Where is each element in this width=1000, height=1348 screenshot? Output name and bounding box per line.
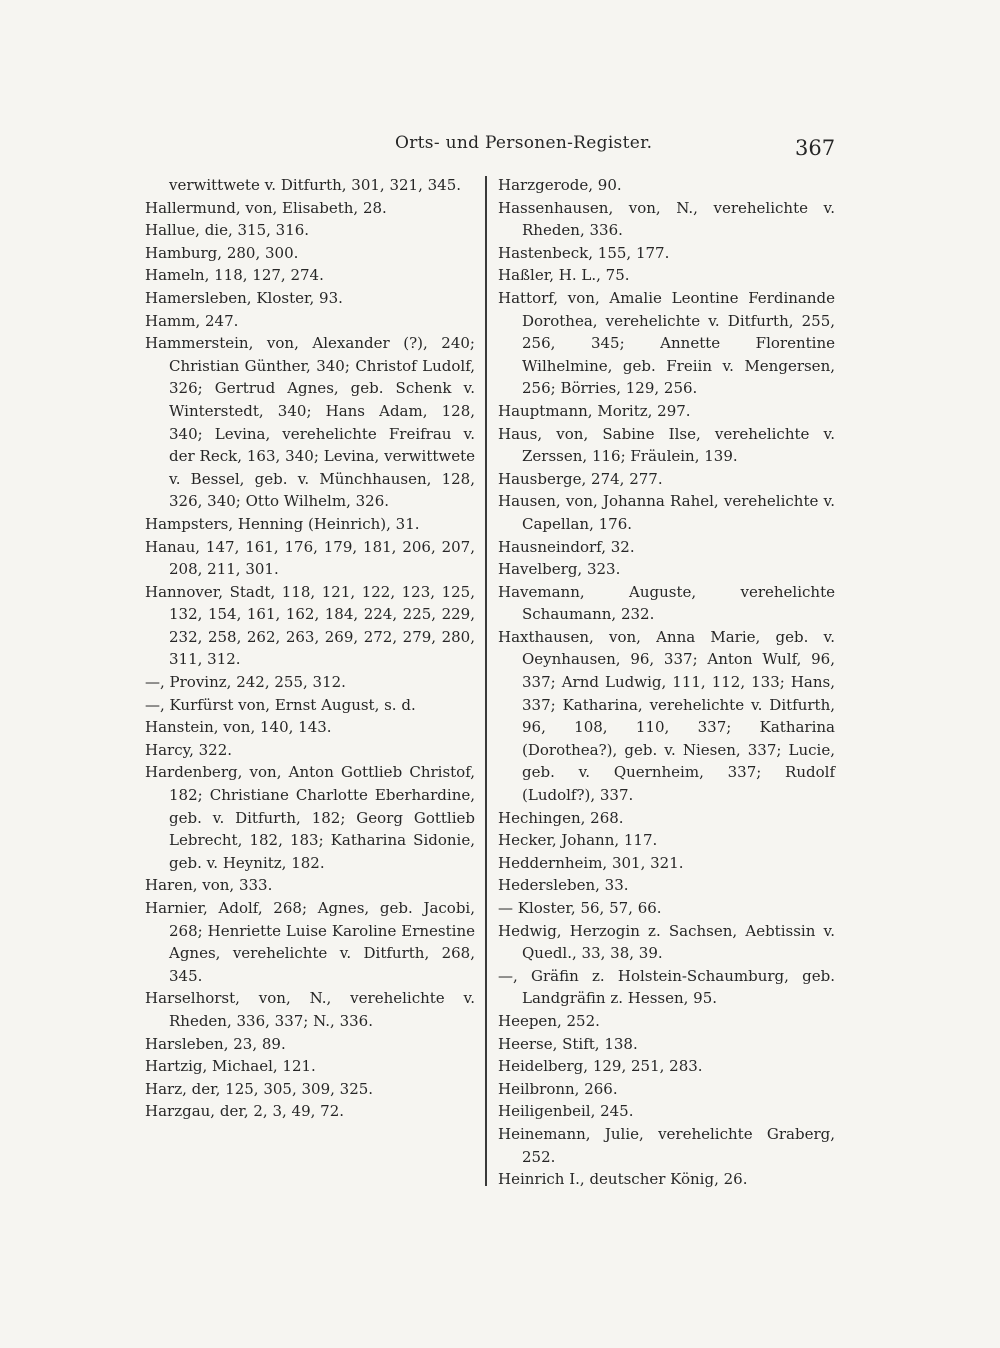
index-entry: Hausen, von, Johanna Rahel, verehelichte v. Capellan, 176.	[498, 492, 835, 533]
index-entry: Hameln, 118, 127, 274.	[145, 266, 324, 285]
index-entry: Heepen, 252.	[498, 1011, 600, 1030]
index-entry: Hammerstein, von, Alexander (?), 240; Christian Günther, 340; Christof Ludolf, 326; Gertrud Agnes, geb. Schenk v. Winterstedt, 340; Hans Adam, 128, 340; Levina, verehelichte Freifrau v. der Reck, 163, 340; Levina, verwittwete v. Bessel, geb. v. Münchhausen, 128, 326, 340; Otto Wilhelm, 326.	[145, 334, 475, 511]
index-entry: Havemann, Auguste, verehelichte Schaumann, 232.	[498, 582, 835, 624]
index-entry: Hanstein, von, 140, 143.	[145, 718, 332, 737]
column-divider	[485, 176, 487, 1186]
index-entry: Hastenbeck, 155, 177.	[498, 243, 670, 262]
index-entry: Hedwig, Herzogin z. Sachsen, Aebtissin v. Quedl., 33, 38, 39.	[498, 921, 835, 963]
index-entry: Heidelberg, 129, 251, 283.	[498, 1057, 703, 1076]
index-entry: —, Kurfürst von, Ernst August, s. d.	[145, 695, 416, 714]
index-entry: Havelberg, 323.	[498, 560, 621, 579]
index-entry: Hampsters, Henning (Heinrich), 31.	[145, 514, 420, 533]
index-entry: Harz, der, 125, 305, 309, 325.	[145, 1079, 374, 1098]
index-entry: Hamburg, 280, 300.	[145, 243, 299, 262]
index-entry: Haren, von, 333.	[145, 876, 273, 895]
index-entry: —, Provinz, 242, 255, 312.	[145, 673, 346, 692]
index-entry: Haxthausen, von, Anna Marie, geb. v. Oeynhausen, 96, 337; Anton Wulf, 96, 337; Arnd Ludwig, 111, 112, 133; Hans, 337; Katharina, verehelichte v. Ditfurth, 96, 108, 110, 337; Katharina (Dorothea?), geb. v. Niesen, 337; Lucie, geb. v. Quernheim, 337; Rudolf (Ludolf?), 337.	[498, 627, 835, 805]
index-entry: Hattorf, von, Amalie Leontine Ferdinande Dorothea, verehelichte v. Ditfurth, 255, 256, 345; Annette Florentine Wilhelmine, geb. Freiin v. Mengersen, 256; Börries, 129, 256.	[498, 288, 835, 398]
index-entry: Heinemann, Julie, verehelichte Graberg, 252.	[498, 1124, 835, 1166]
index-entry: Hardenberg, von, Anton Gottlieb Christof, 182; Christiane Charlotte Eberhardine, geb. v. Ditfurth, 182; Georg Gottlieb Lebrecht, 182, 183; Katharina Sidonie, geb. v. Heynitz, 182.	[145, 763, 475, 872]
index-entry: Harzgerode, 90.	[498, 176, 622, 194]
index-entry: Hecker, Johann, 117.	[498, 831, 658, 850]
index-entry: verwittwete v. Ditfurth, 301, 321, 345.	[169, 176, 462, 194]
index-entry: Hartzig, Michael, 121.	[145, 1057, 316, 1076]
index-entry: Harselhorst, von, N., verehelichte v. Rheden, 336, 337; N., 336.	[145, 989, 475, 1030]
index-entry: Hausberge, 274, 277.	[498, 469, 663, 488]
index-entry: Haus, von, Sabine Ilse, verehelichte v. Zerssen, 116; Fräulein, 139.	[498, 424, 835, 466]
index-column-right	[498, 174, 835, 1191]
index-entry: Harnier, Adolf, 268; Agnes, geb. Jacobi, 268; Henriette Luise Karoline Ernestine Agnes, verehelichte v. Ditfurth, 268, 345.	[145, 899, 475, 985]
index-entry: Heilbronn, 266.	[498, 1079, 618, 1098]
index-entry: Hauptmann, Moritz, 297.	[498, 401, 691, 420]
index-entry: Heerse, Stift, 138.	[498, 1034, 638, 1053]
index-entry: Hamersleben, Kloster, 93.	[145, 288, 343, 307]
index-entry: Harsleben, 23, 89.	[145, 1034, 286, 1053]
index-entry: Hassenhausen, von, N., verehelichte v. Rheden, 336.	[498, 198, 835, 240]
index-entry: Hallermund, von, Elisabeth, 28.	[145, 198, 387, 217]
index-entry: Hechingen, 268.	[498, 808, 624, 827]
index-entry: Haßler, H. L., 75.	[498, 266, 630, 285]
index-entry: Hannover, Stadt, 118, 121, 122, 123, 125, 132, 154, 161, 162, 184, 224, 225, 229, 232, 258, 262, 263, 269, 272, 279, 280, 311, 312.	[145, 582, 475, 669]
index-entry: —, Gräfin z. Holstein-Schaumburg, geb. Landgräfin z. Hessen, 95.	[498, 966, 835, 1008]
index-column-left	[145, 174, 475, 1123]
running-head: Orts- und Personen-Register.	[395, 133, 653, 153]
index-entry: Hamm, 247.	[145, 311, 239, 330]
index-entry: Heinrich I., deutscher König, 26.	[498, 1170, 748, 1189]
index-entry: Heddernheim, 301, 321.	[498, 853, 684, 872]
index-entry: Hanau, 147, 161, 176, 179, 181, 206, 207, 208, 211, 301.	[145, 537, 475, 579]
index-entry: Harcy, 322.	[145, 740, 233, 759]
index-entry: — Kloster, 56, 57, 66.	[498, 899, 662, 917]
index-entry: Harzgau, der, 2, 3, 49, 72.	[145, 1102, 345, 1121]
index-entry: Hedersleben, 33.	[498, 876, 629, 895]
index-entry: Hausneindorf, 32.	[498, 537, 635, 556]
index-entry: Hallue, die, 315, 316.	[145, 221, 310, 240]
index-entry: Heiligenbeil, 245.	[498, 1102, 634, 1121]
page-number: 367	[795, 136, 836, 160]
